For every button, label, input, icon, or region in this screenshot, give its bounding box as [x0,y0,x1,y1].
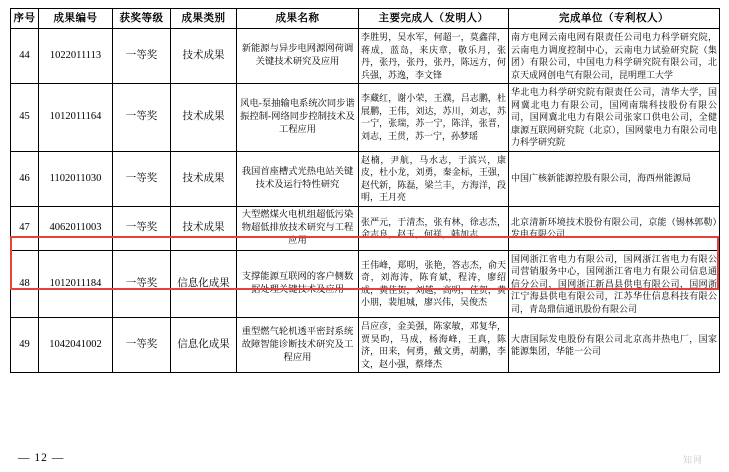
cell-people: 张严元，于清杰，张有林，徐志杰，余志良，赵玉，何祥，韩加志 [359,206,509,250]
cell-level: 一等奖 [113,318,171,373]
cell-name: 新能源与异步电网源网荷调 关键技术研究及应用 [237,29,359,84]
table-row [11,250,720,318]
cell-level: 一等奖 [113,29,171,84]
cell-name: 我国首座槽式光热电站关键技术及运行特性研究 [237,151,359,206]
column-header-code: 成果编号 [39,9,113,29]
column-header-type: 成果类别 [171,9,237,29]
cell-type: 信息化成果 [171,250,237,318]
column-header-seq: 序号 [11,9,39,29]
table-row [11,151,720,206]
column-header-level: 获奖等级 [113,9,171,29]
table-body [11,29,720,373]
table-row [11,318,720,373]
cell-code: 1042041002 [39,318,113,373]
cell-type: 技术成果 [171,29,237,84]
results-table [10,8,720,373]
cell-name: 重型燃气轮机透平密封系统故障智能诊断技术研究及工程应用 [237,318,359,373]
table-row [11,29,720,84]
cell-name: 大型燃煤火电机组超低污染物超低排放技术研究与工程应用 [237,206,359,250]
cell-people: 赵楠，尹航，马水志，于滨兴，康皮，杜小龙，刘勇，秦金标，王强，赵代新，陈磊，梁兰丰，方海洋，段明，王月亮 [359,151,509,206]
cell-name: 风电-泵抽输电系统次同步谐振控制-网络同步控制技术及工程应用 [237,84,359,152]
watermark-label: 知网 [682,455,703,465]
cell-type: 信息化成果 [171,318,237,373]
cell-seq: 45 [11,84,39,152]
column-header-org: 完成单位（专利权人） [509,9,720,29]
cell-seq: 48 [11,250,39,318]
cell-code: 1012011184 [39,250,113,318]
cell-code: 1022011113 [39,29,113,84]
column-header-people: 主要完成人（发明人） [359,9,509,29]
cell-level: 一等奖 [113,206,171,250]
table-header [11,9,720,29]
cell-people: 吕应彦，金美强，陈家敏，邓复华，贾昊昀，马成，杨海峰，王真，陈济，田来，何勇，戴文勇，胡鹏，李文，赵小强，蔡烽杰 [359,318,509,373]
cell-org: 国网浙江省电力有限公司，国网浙江省电力有限公司营销服务中心，国网浙江省电力有限公司信息通信分公司，国网浙江新昌县供电有限公司，国网浙江宁海县供电有限公司，江苏华仕信息科技有限公司，青岛鼎信通讯股份有限公司 [509,250,720,318]
table-row [11,84,720,152]
cell-org: 中国广核新能源控股有限公司，海西州能源局 [509,151,720,206]
cell-seq: 47 [11,206,39,250]
cell-level: 一等奖 [113,84,171,152]
cell-level: 一等奖 [113,250,171,318]
cell-code: 4062011003 [39,206,113,250]
cell-org: 华北电力科学研究院有限责任公司，清华大学，国网冀北电力有限公司，国网南瑞科技股份有限公司，国网冀北电力有限公司张家口供电公司，全健康源互联网研究院（北京），国网蒙电力有限公司电力科学研究院 [509,84,720,152]
cell-org: 北京清新环境技术股份有限公司，京能（锡林郭勒）发电有限公司 [509,206,720,250]
column-header-name: 成果名称 [237,9,359,29]
table-row-highlighted [11,206,720,250]
cell-type: 技术成果 [171,151,237,206]
cell-level: 一等奖 [113,151,171,206]
cell-seq: 49 [11,318,39,373]
table-header-row [11,9,720,29]
cell-code: 1012011164 [39,84,113,152]
cell-people: 李藏红，谢小荣，王濮，吕志鹏，杜展鹏，王伟，刘达，苏川，刘志，苏一宁，张瑞，苏一宁，陈洋，张晋，刘志，王贯，苏一宁，孙梦瑶 [359,84,509,152]
page-number: — 12 — [18,452,65,464]
cell-seq: 44 [11,29,39,84]
cell-org: 南方电网云南电网有限责任公司电力科学研究院，云南电力调度控制中心，云南电力试验研究院（集团）有限公司，中国电力科学研究院有限公司，北京天成网创电气有限公司，昆明理工大学 [509,29,720,84]
cell-people: 李胜男，吴水军，何超一，莫鑫萍，蒋成，蓝岛，来庆章，敬乐月，张丹，张丹，张丹，张丹，陈远方，何兵强，苏逸，李文锋 [359,29,509,84]
cell-type: 技术成果 [171,84,237,152]
cell-name: 支撑能源互联网的客户侧数据处理关键技术及应用 [237,250,359,318]
cell-org: 大唐国际发电股份有限公司北京高井热电厂，国家能源集团，华能一公司 [509,318,720,373]
cell-code: 1102011030 [39,151,113,206]
cell-seq: 46 [11,151,39,206]
cell-people: 王伟峰，郑明，张艳，答志杰，俞天奇，刘海涛，陈育斌，程涛，廖绍成，黄佳贺，刘越，高明，佳贺，黄小朋，裴旭城，廖兴伟，吴俊杰 [359,250,509,318]
cell-type: 技术成果 [171,206,237,250]
